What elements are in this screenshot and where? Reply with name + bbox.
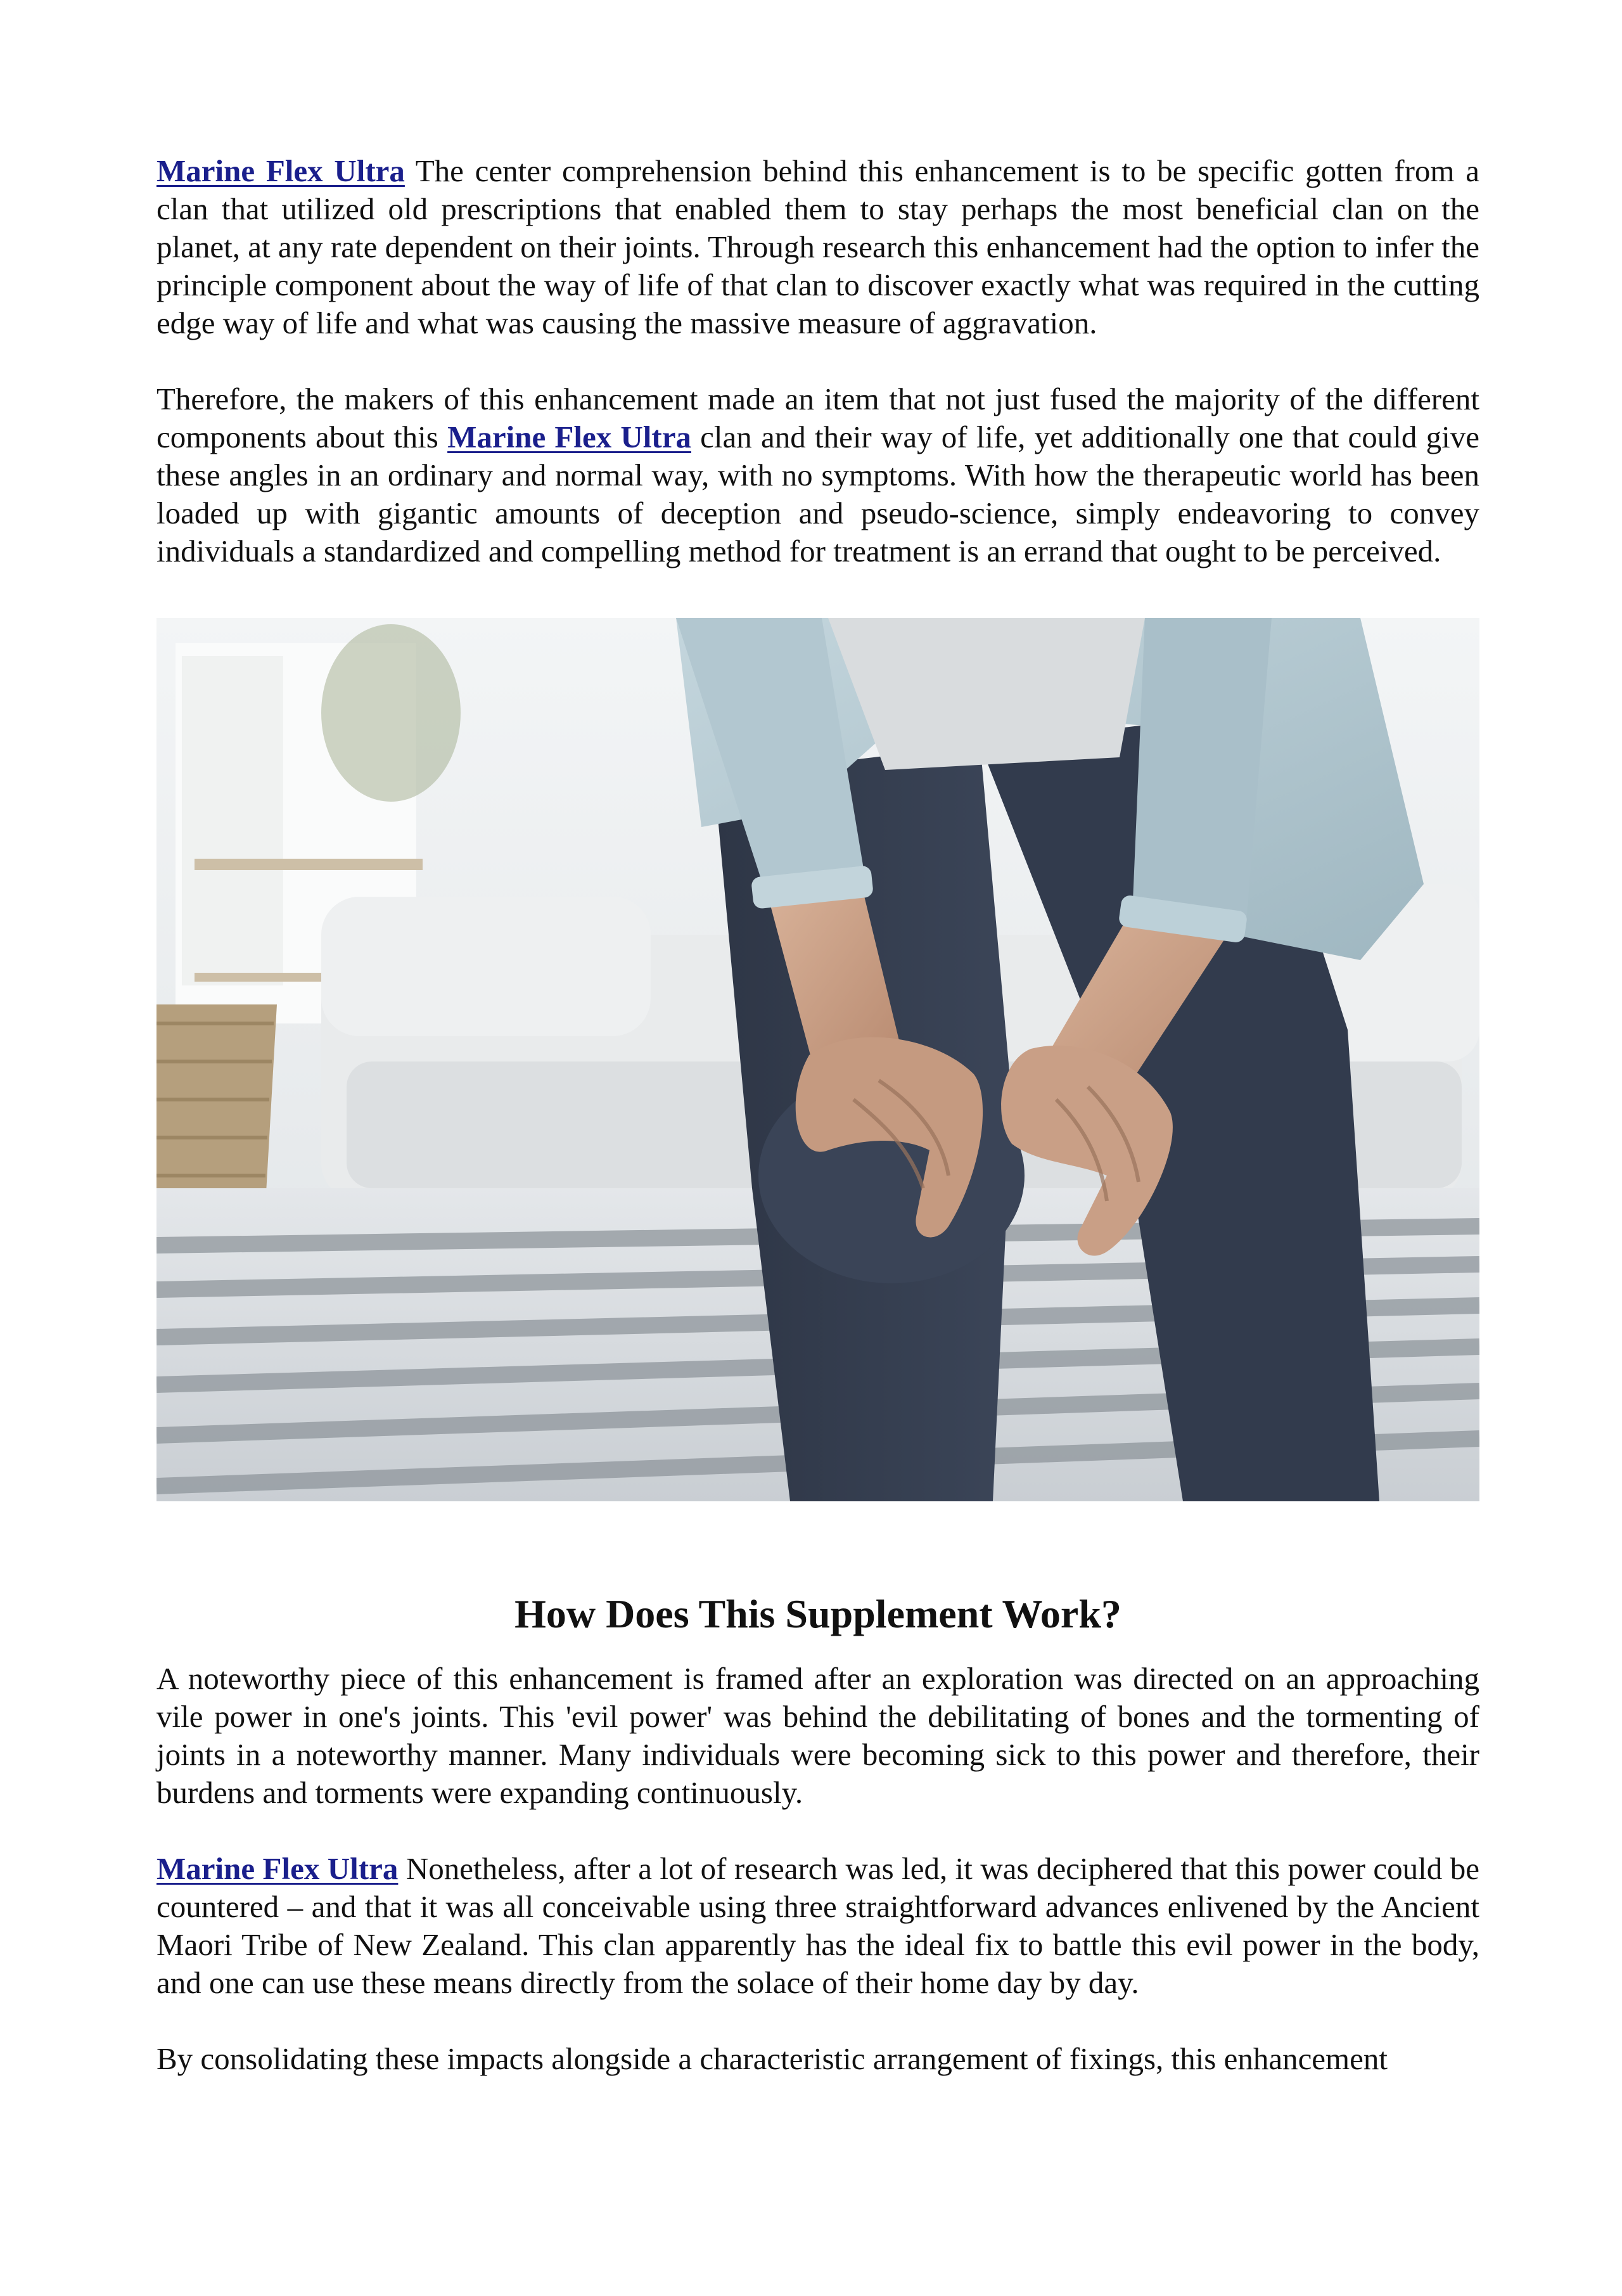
brand-link[interactable]: Marine Flex Ultra bbox=[156, 1851, 399, 1886]
paragraph-consolidating: By consolidating these impacts alongside a characteristic arrangement of fixings, this enhancement bbox=[156, 2041, 1388, 2076]
knee-pain-photo bbox=[156, 618, 1479, 1501]
paragraph-intro-text: The center comprehension behind this enhancement is to be specific gotten from a clan that utilized old prescriptions that enabled them to stay perhaps the most beneficial clan on the planet, at any rate dependent on their joints. Through research this enhancement had the option to infer the principle component about the way of life of that clan to discover exactly what was required in the cutting edge way of life and what was causing the massive measure of aggravation. bbox=[156, 153, 1479, 340]
paragraph-maori bbox=[156, 1850, 1479, 2002]
paragraph-makers-text-start: Therefore, the makers of this enhancement made an item that not just fused the majority of the different components about this bbox=[156, 382, 1479, 454]
paragraph-maori-text: Nonetheless, after a lot of research was led, it was deciphered that this power could be countered – and that it was all conceivable using three straightforward advances enlivened by the Ancient Maori Tribe of New Zealand. This clan apparently has the ideal fix to battle this evil power in the body, and one can use these means directly from the solace of their home day by day. bbox=[156, 1851, 1479, 2000]
document-page bbox=[156, 152, 1479, 2078]
brand-link[interactable]: Marine Flex Ultra bbox=[447, 420, 691, 454]
knee-pain-illustration bbox=[156, 618, 1479, 1501]
brand-link[interactable]: Marine Flex Ultra bbox=[156, 153, 405, 188]
paragraph-makers-text-end: clan and their way of life, yet additionally one that could give these angles in an ordinary and normal way, with no symptoms. With how the therapeutic world has been loaded up with gigantic amounts of deception and pseudo-science, simply endeavoring to convey individuals a standardized and compelling method for treatment is an errand that ought to be perceived. bbox=[156, 420, 1479, 568]
section-heading: How Does This Supplement Work? bbox=[514, 1591, 1121, 1636]
paragraph-research: A noteworthy piece of this enhancement is framed after an exploration was directed on an approaching vile power in one's joints. This 'evil power' was behind the debilitating of bones and the tormenting of joints in a noteworthy manner. Many individuals were becoming sick to this power and therefore, their burdens and torments were expanding continuously. bbox=[156, 1661, 1479, 1810]
paragraph-intro bbox=[156, 152, 1479, 342]
paragraph-makers bbox=[156, 380, 1479, 570]
